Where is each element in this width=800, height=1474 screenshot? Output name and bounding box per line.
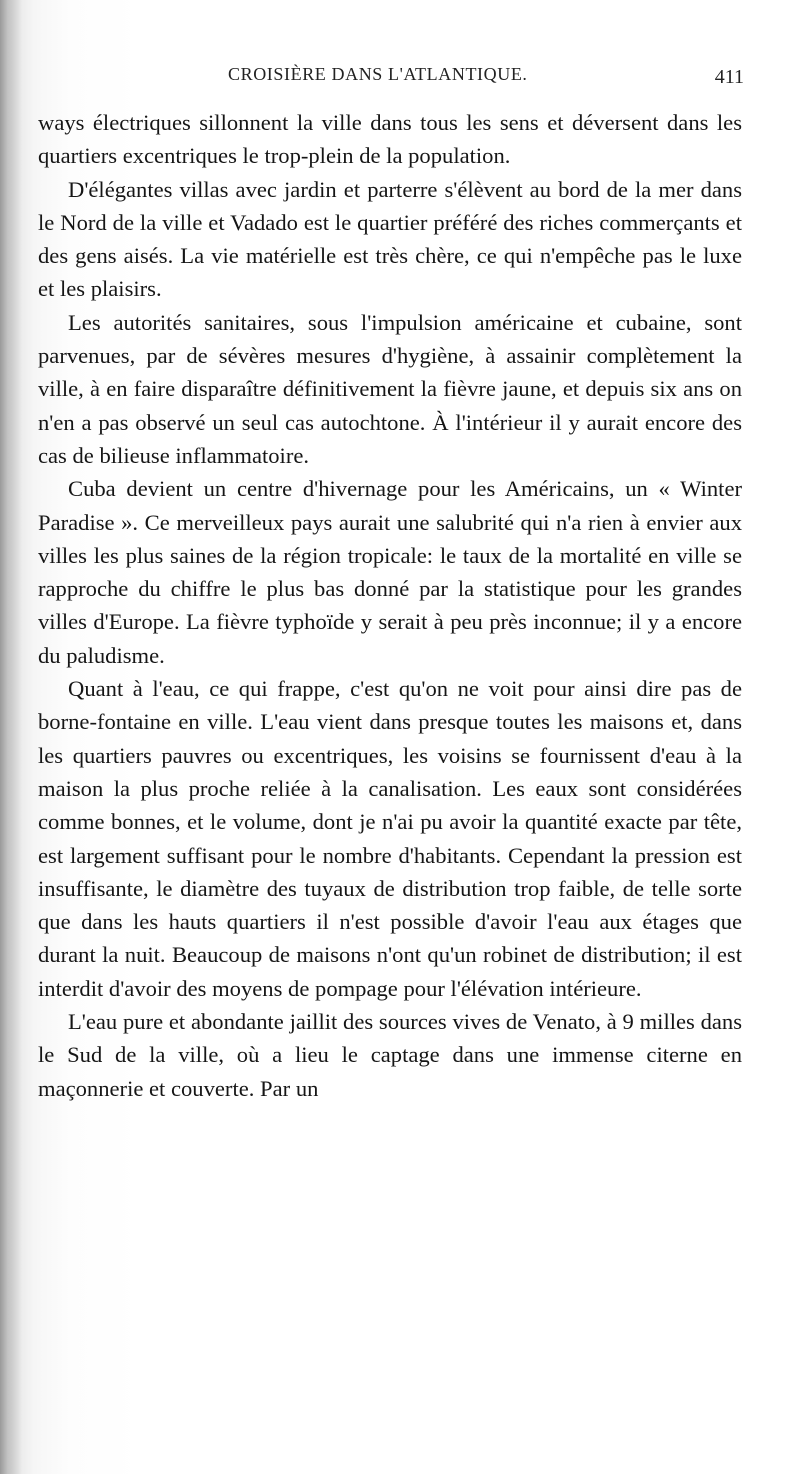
paragraph-winter-paradise: Cuba devient un centre d'hivernage pour les Américains, un « Winter Paradise ». Ce merveilleux pays aurait une salubrité qui n'a rien à envier aux villes les plus saines de la région tropicale: le taux de la mortalité en ville se rapproche du chiffre le plus bas donné par la statistique pour les grandes villes d'Europe. La fièvre typhoïde y serait à peu près inconnue; il y a encore du paludisme. [38,476,742,668]
paragraph-continuation: ways électriques sillonnent la ville dans tous les sens et déversent dans les quartiers excentriques le trop-plein de la population. [38,110,742,169]
page-header [48,56,748,96]
body-text [38,106,742,1105]
running-title: CROISIÈRE DANS L'ATLANTIQUE. [228,64,528,84]
page-edge-shadow [0,0,22,1474]
paragraph-villas: D'élégantes villas avec jardin et parterre s'élèvent au bord de la mer dans le Nord de la ville et Vadado est le quartier préféré des riches commerçants et des gens aisés. La vie matérielle est très chère, ce qui n'empêche pas le luxe et les plaisirs. [38,176,742,302]
paragraph-sanitary-authorities: Les autorités sanitaires, sous l'impulsion américaine et cubaine, sont parvenues, par de sévères mesures d'hygiène, à assainir complètement la ville, à en faire disparaître définitivement la fièvre jaune, et depuis six ans on n'en a pas observé un seul cas autochtone. À l'intérieur il y aurait encore des cas de bilieuse inflammatoire. [38,309,742,468]
paragraph-venato-springs: L'eau pure et abondante jaillit des sources vives de Venato, à 9 milles dans le Sud de la ville, où a lieu le captage dans une immense citerne en maçonnerie et couverte. Par un [38,1009,742,1101]
page-number: 411 [714,66,744,88]
paragraph-water-supply: Quant à l'eau, ce qui frappe, c'est qu'on ne voit pour ainsi dire pas de borne-fontaine en ville. L'eau vient dans presque toutes les maisons et, dans les quartiers pauvres ou excentriques, les voisins se fournissent d'eau à la maison la plus proche reliée à la canalisation. Les eaux sont considérées comme bonnes, et le volume, dont je n'ai pu avoir la quantité exacte par tête, est largement suffisant pour le nombre d'habitants. Cependant la pression est insuffisante, le diamètre des tuyaux de distribution trop faible, de telle sorte que dans les hauts quartiers il n'est possible d'avoir l'eau aux étages que durant la nuit. Beaucoup de maisons n'ont qu'un robinet de distribution; il est interdit d'avoir des moyens de pompage pour l'élévation intérieure. [38,676,742,1001]
